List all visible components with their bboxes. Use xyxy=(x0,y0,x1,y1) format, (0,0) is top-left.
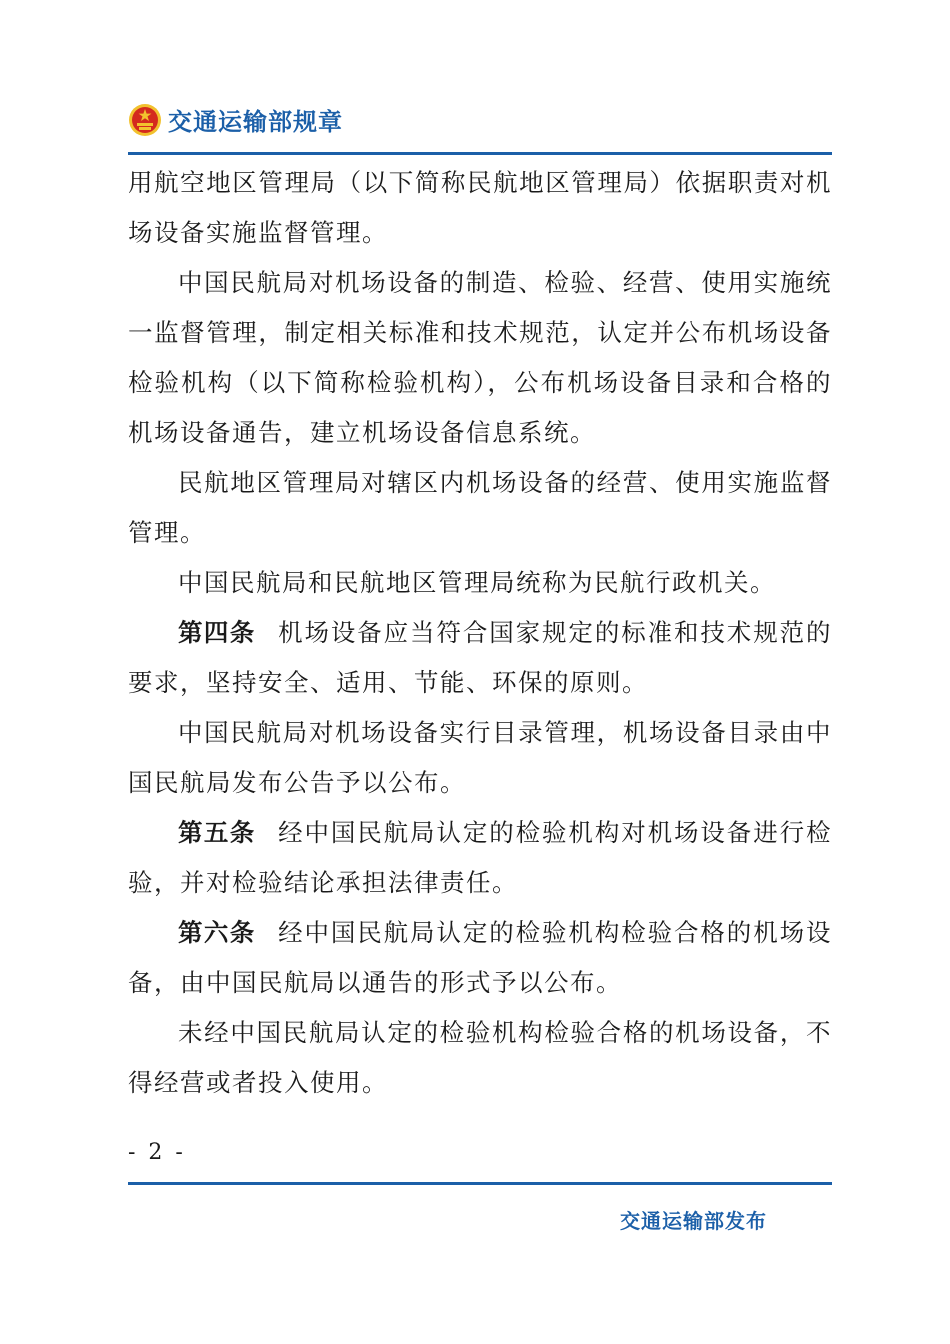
paragraph xyxy=(128,258,832,458)
paragraph-text: 经中国民航局认定的检验机构检验合格的机场设备，由中国民航局以通告的形式予以公布。 xyxy=(128,918,832,997)
paragraph xyxy=(128,158,832,258)
paragraph-text: 经中国民航局认定的检验机构对机场设备进行检验，并对检验结论承担法律责任。 xyxy=(128,818,832,897)
article-number: 第六条 xyxy=(178,918,256,947)
page-number: - 2 - xyxy=(128,1140,186,1165)
paragraph-text: 未经中国民航局认定的检验机构检验合格的机场设备，不得经营或者投入使用。 xyxy=(128,1018,832,1097)
header-title: 交通运输部规章 xyxy=(168,108,343,136)
footer-divider xyxy=(128,1182,832,1185)
paragraph xyxy=(128,1008,832,1108)
paragraph-text: 机场设备应当符合国家规定的标准和技术规范的要求，坚持安全、适用、节能、环保的原则。 xyxy=(128,618,832,697)
article-paragraph xyxy=(128,808,832,908)
paragraph xyxy=(128,458,832,558)
paragraph-text: 用航空地区管理局（以下简称民航地区管理局）依据职责对机场设备实施监督管理。 xyxy=(128,168,832,247)
paragraph xyxy=(128,708,832,808)
paragraph-text: 中国民航局对机场设备的制造、检验、经营、使用实施统一监督管理，制定相关标准和技术规范，认定并公布机场设备检验机构（以下简称检验机构），公布机场设备目录和合格的机场设备通告，建立机场设备信息系统。 xyxy=(128,268,832,447)
article-paragraph xyxy=(128,908,832,1008)
paragraph-text: 中国民航局和民航地区管理局统称为民航行政机关。 xyxy=(178,568,776,597)
paragraph-text: 民航地区管理局对辖区内机场设备的经营、使用实施监督管理。 xyxy=(128,468,832,547)
article-paragraph xyxy=(128,608,832,708)
article-number: 第五条 xyxy=(178,818,256,847)
header-divider xyxy=(128,152,832,155)
article-number: 第四条 xyxy=(178,618,256,647)
page-header xyxy=(128,102,343,137)
paragraph xyxy=(128,558,832,608)
paragraph-text: 中国民航局对机场设备实行目录管理，机场设备目录由中国民航局发布公告予以公布。 xyxy=(128,718,832,797)
footer-publisher: 交通运输部发布 xyxy=(620,1209,767,1233)
document-body xyxy=(128,158,832,1108)
national-emblem-icon xyxy=(128,103,162,137)
